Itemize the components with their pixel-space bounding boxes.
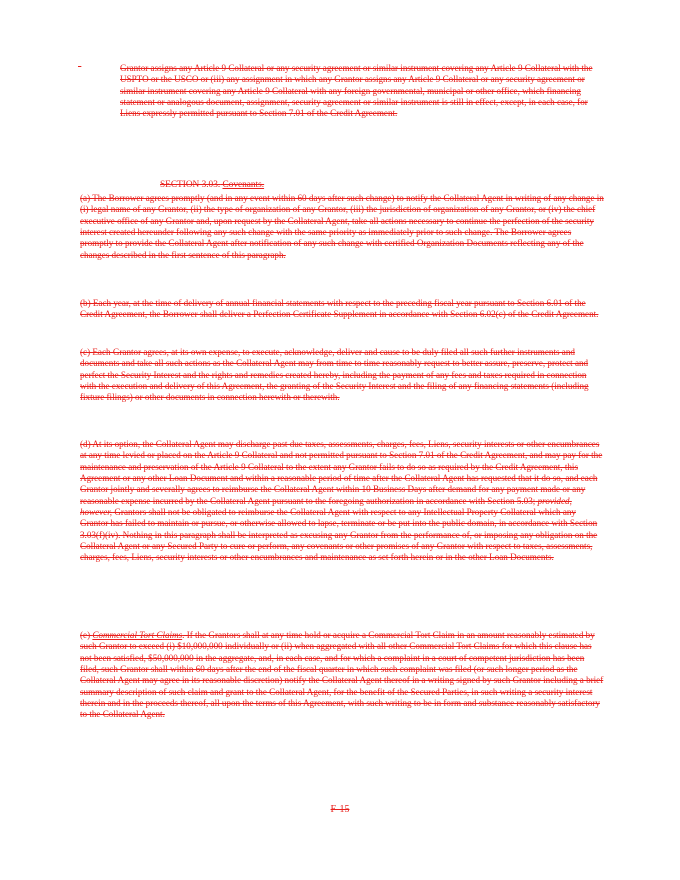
section-heading: [160, 180, 264, 190]
paragraph-b: (b) Each year, at the time of delivery of annual financial statements with respect to the preceding fiscal year pursuant to Section 6.01 of the Credit Agreement, the Borrower shall deliver a Perfection Certificate Supplement in accordance with Section 6.02(c) of the Credit Agreement.: [80, 298, 599, 320]
intro-paragraph: Grantor assigns any Article 9 Collateral or any security agreement or similar instrument covering any Article 9 Collateral with the USPTO or the USCO or (iii) any assignment in which any Grantor assigns any Article 9 Collateral or any security agreement or similar instrument covering any Article 9 Collateral with any foreign governmental, municipal or other office, which financing statement or analogous document, assignment, security agreement or similar instrument is still in effect, except, in each case, for Liens expressly permitted pursuant to Section 7.01 of the Credit Agreement.: [120, 63, 593, 119]
paragraph-d-before: (d) At its option, the Collateral Agent may discharge past due taxes, assessments, charges, fees, Liens, security interests or other encumbrances at any time levied or placed on the Article 9 Collateral and not permitted pursuant to Section 7.01 of the Credit Agreement, and may pay for the maintenance and preservation of the Article 9 Collateral to the extent any Grantor fails to do so as required by the Credit Agreement, this Agreement or any other Loan Document and within a reasonable period of time after the Collateral Agent has requested that it do so, and each Grantor jointly and severally agrees to reimburse the Collateral Agent within 10 Business Days after demand for any payment made or any reasonable expense incurred by the Collateral Agent pursuant to the foregoing authorization in accordance with Section 5.03;: [80, 439, 603, 506]
paragraph-e: [80, 630, 604, 721]
section-title: Covenants.: [222, 180, 265, 190]
paragraph-e-label: (e): [80, 630, 93, 640]
paragraph-e-body: . If the Grantors shall at any time hold or acquire a Commercial Tort Claim in an amount reasonably estimated by such Grantor to exceed (i) $10,000,000 individually or (ii) when aggregated with all other Commercial Tort Claims for which this clause has not been satisfied, $50,000,000 in the aggregate, and, in each case, and for which a complaint in a court of competent jurisdiction has been filed, such Grantor shall within 60 days after the end of the fiscal quarter in which such complaint was filed (or such longer period as the Collateral Agent may agree in its reasonable discretion) notify the Collateral Agent thereof in a writing signed by such Grantor including a brief summary description of such claim and grant to the Collateral Agent, for the benefit of the Secured Parties, in such writing a security interest therein and in the proceeds thereof, all upon the terms of this Agreement, with such writing to be in form and substance reasonably satisfactory to the Collateral Agent.: [80, 630, 604, 720]
paragraph-e-title: Commercial Tort Claims: [92, 630, 183, 640]
page-number: F-15: [330, 804, 350, 815]
paragraph-d-proviso: provided, however,: [80, 495, 572, 518]
page-mark: -: [78, 61, 82, 72]
section-number: SECTION 3.03.: [160, 180, 221, 190]
paragraph-a: (a) The Borrower agrees promptly (and in any event within 60 days after such change) to notify the Collateral Agent in writing of any change in (i) legal name of any Grantor, (ii) the type of organization of any Grantor, (iii) the jurisdiction of organization of any Grantor, or (iv) the chief executive office of any Grantor and, upon request by the Collateral Agent, take all actions necessary to continue the perfection of the security interest created hereunder following any such change with the same priority as immediately prior to such change. The Borrower agrees promptly to provide the Collateral Agent after notification of any such change with certified Organization Documents reflecting any of the changes described in the first sentence of this paragraph.: [80, 193, 604, 260]
paragraph-c: (c) Each Grantor agrees, at its own expense, to execute, acknowledge, deliver and cause to be duly filed all such further instruments and documents and take all such actions as the Collateral Agent may from time to time reasonably request to better assure, preserve, protect and perfect the Security Interest and the rights and remedies created hereby, including the payment of any fees and taxes required in connection with the execution and delivery of this Agreement, the granting of the Security Interest and the filing of any financing statements (including fixture filings) or other documents in connection herewith or therewith.: [80, 347, 589, 403]
paragraph-d: [80, 439, 604, 564]
paragraph-d-after: Grantors shall not be obligated to reimburse the Collateral Agent with respect to any Intellectual Property Collateral which any Grantor has failed to maintain or pursue, or otherwise allowed to lapse, terminate or be put into the public domain, in accordance with Section 3.03(f)(iv). Nothing in this paragraph shall be interpreted as excusing any Grantor from the performance of, or imposing any obligation on the Collateral Agent or any Secured Party to cure or perform, any covenants or other promises of any Grantor with respect to taxes, assessments, charges, fees, Liens, security interests or other encumbrances and maintenance as set forth herein or in the other Loan Documents.: [80, 507, 598, 563]
